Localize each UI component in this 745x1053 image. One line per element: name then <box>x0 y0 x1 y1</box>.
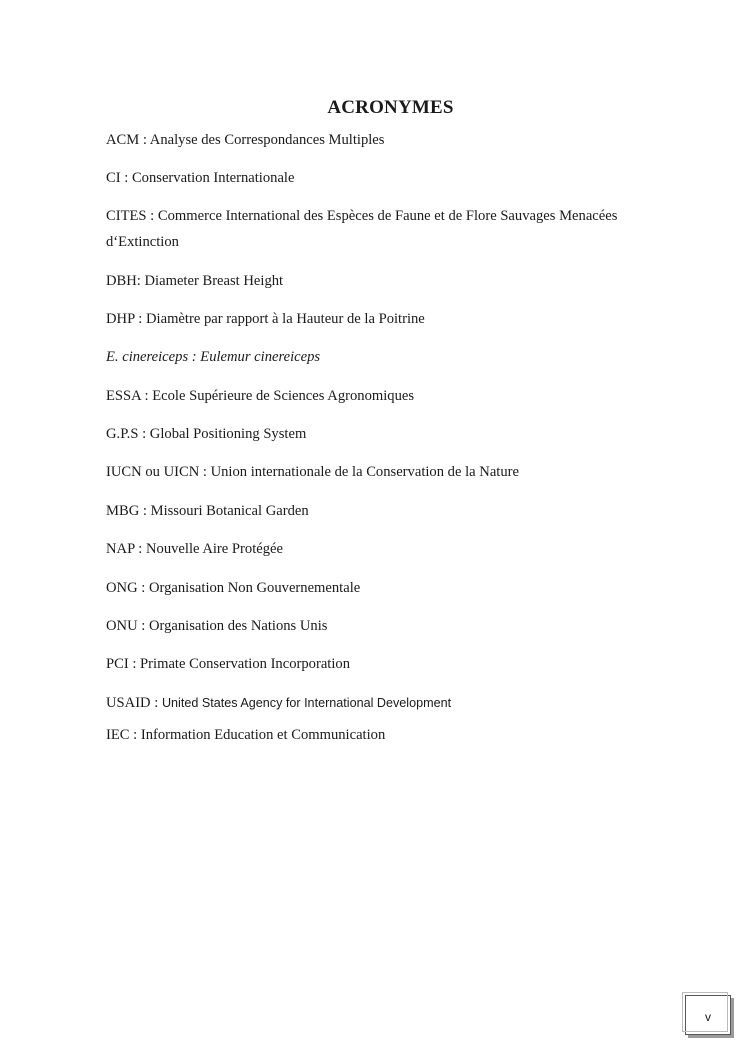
acronym-definition-usaid: United States Agency for International Development <box>161 696 452 710</box>
acronym-entry-nap: NAP : Nouvelle Aire Protégée <box>106 541 283 557</box>
acronym-entry-ong: ONG : Organisation Non Gouvernementale <box>106 580 361 596</box>
acronym-entry-gps: G.P.S : Global Positioning System <box>106 426 307 442</box>
page-number: v <box>705 1010 711 1024</box>
acronym-entry-onu: ONU : Organisation des Nations Unis <box>106 618 328 634</box>
acronym-entry-dhp: DHP : Diamètre par rapport à la Hauteur de la Poitrine <box>106 311 425 327</box>
acronym-entry-usaid <box>106 690 651 716</box>
page-number-box <box>685 995 731 1035</box>
acronym-entry-acm: ACM : Analyse des Correspondances Multiples <box>106 132 385 148</box>
acronym-abbr-usaid: USAID : <box>106 695 162 711</box>
acronym-entry-cites: CITES : Commerce International des Espèces de Faune et de Flore Sauvages Menacées d‘Extinction <box>106 208 618 250</box>
acronym-entry-dbh: DBH: Diameter Breast Height <box>106 273 284 289</box>
acronym-entry-iucn: IUCN ou UICN : Union internationale de la Conservation de la Nature <box>106 464 519 480</box>
acronym-entry-ci: CI : Conservation Internationale <box>106 170 295 186</box>
acronym-entry-pci: PCI : Primate Conservation Incorporation <box>106 656 350 672</box>
acronym-entry-mbg: MBG : Missouri Botanical Garden <box>106 503 309 519</box>
acronym-entry-iec: IEC : Information Education et Communication <box>106 727 386 743</box>
page-title: ACRONYMES <box>327 97 454 118</box>
acronym-entry-essa: ESSA : Ecole Supérieure de Sciences Agronomiques <box>106 388 415 404</box>
acronym-entry-e-cinereiceps: E. cinereiceps : Eulemur cinereiceps <box>106 349 321 365</box>
